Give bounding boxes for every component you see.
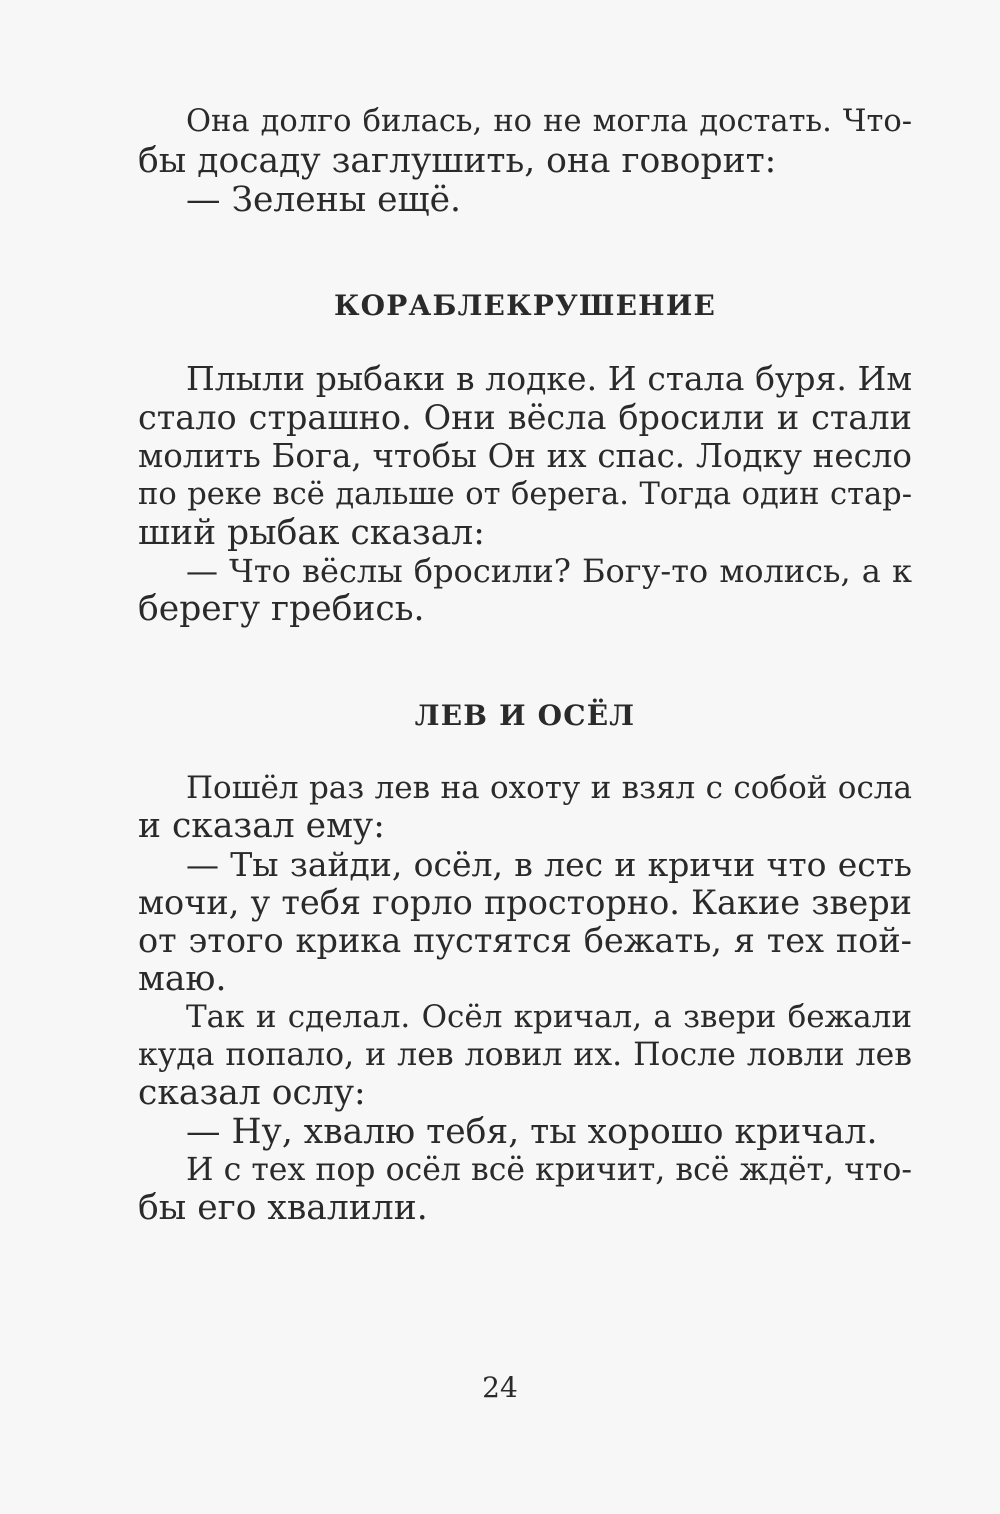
text-line: куда попало, и лев ловил их. После ловли лев — [138, 1037, 912, 1073]
text-line: стало страшно. Они вёсла бросили и стали — [138, 398, 912, 437]
text-line: молить Бога, чтобы Он их спас. Лодку несло — [138, 437, 912, 475]
text-line: берегу гребись. — [138, 589, 425, 629]
page-number: 24 — [482, 1371, 518, 1404]
text-line: бы его хвалили. — [138, 1188, 428, 1228]
text-line: — Зелены ещё. — [186, 180, 462, 220]
text-line: Плыли рыбаки в лодке. И стала буря. Им — [186, 359, 912, 398]
text-line: Так и сделал. Осёл кричал, а звери бежали — [186, 999, 912, 1035]
text-line: по реке всё дальше от берега. Тогда один стар- — [138, 477, 912, 512]
text-line: мочи, у тебя горло просторно. Какие звери — [138, 883, 912, 922]
text-line: и сказал ему: — [138, 806, 385, 846]
text-line: бы досаду заглушить, она говорит: — [138, 141, 777, 181]
text-line: сказал ослу: — [138, 1073, 366, 1113]
text-line: Она долго билась, но не могла достать. Что- — [186, 104, 912, 139]
fable-title: ЛЕВ И ОСЁЛ — [414, 699, 636, 732]
text-line: ший рыбак сказал: — [138, 513, 485, 553]
text-line: — Ну, хвалю тебя, ты хорошо кричал. — [186, 1112, 878, 1152]
text-line: — Ты зайди, осёл, в лес и кричи что есть — [186, 845, 912, 884]
text-line: от этого крика пустятся бежать, я тех пой- — [138, 921, 912, 960]
fable-title: КОРАБЛЕКРУШЕНИЕ — [333, 289, 717, 322]
text-line: маю. — [138, 959, 227, 999]
text-line: Пошёл раз лев на охоту и взял с собой осла — [186, 770, 912, 806]
text-line: И с тех пор осёл всё кричит, всё ждёт, что- — [186, 1152, 912, 1188]
text-line: — Что вёслы бросили? Богу-то молись, а к — [186, 552, 912, 590]
